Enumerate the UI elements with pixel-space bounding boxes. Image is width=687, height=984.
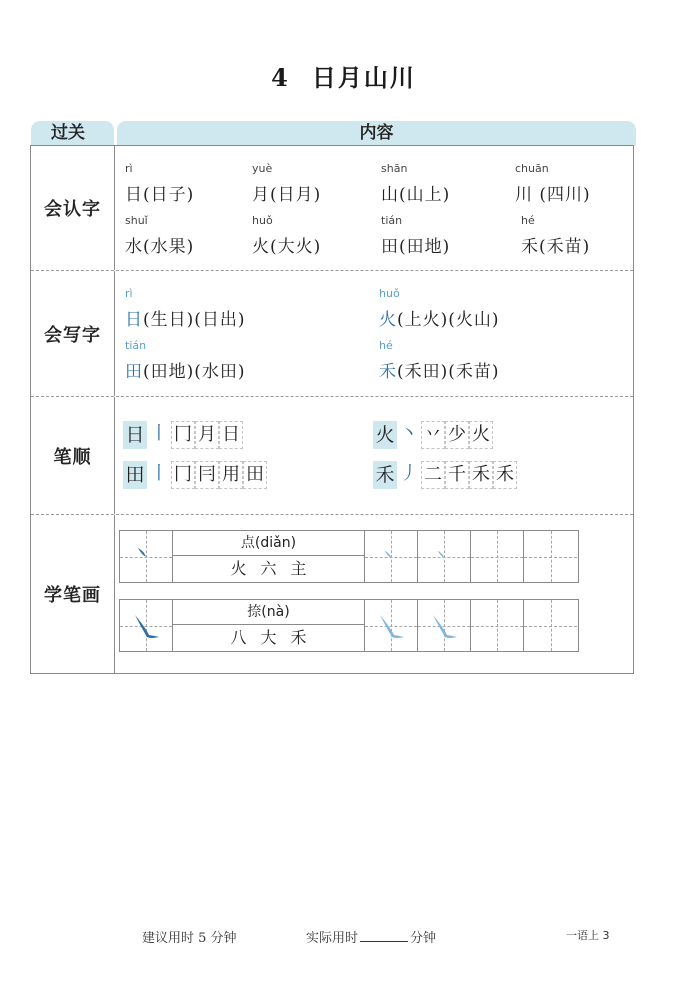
trace-cell[interactable] (365, 600, 418, 651)
stroke-step: 丷 (421, 421, 445, 449)
write-words: (禾田)(禾苗) (397, 362, 500, 382)
stroke-step: 冂 (171, 461, 195, 489)
lesson-table (30, 145, 634, 674)
suggested-time: 建议用时 5 分钟 (142, 931, 237, 946)
dot-stroke-icon (136, 546, 150, 560)
trace-cell[interactable] (365, 531, 418, 582)
stroke-order-content (115, 397, 633, 514)
stroke-order-char: 田 (123, 461, 147, 489)
pinyin: shuǐ (125, 214, 148, 227)
stroke-step: 冂 (171, 421, 195, 449)
stroke-step: 火 (469, 421, 493, 449)
stroke-step: 丿 (400, 463, 418, 484)
falling-right-trace-icon (429, 611, 459, 641)
page-number: 一语上 3 (566, 929, 610, 942)
trace-cell[interactable] (418, 600, 471, 651)
stroke-step: 丶 (400, 423, 418, 444)
row-write (31, 271, 633, 397)
stroke-step: 少 (445, 421, 469, 449)
header-pass: 过关 (31, 121, 114, 146)
recognize-content (115, 146, 633, 270)
stroke-info (173, 600, 365, 651)
write-char: 禾 (379, 362, 397, 382)
stroke-name: 捺(nà) (173, 600, 364, 625)
pinyin: tián (125, 339, 147, 352)
stroke-order-huo (373, 421, 493, 449)
stroke-step: 禾 (469, 461, 493, 489)
stroke-order-he (373, 461, 517, 489)
falling-right-trace-icon (376, 611, 406, 641)
stroke-order-ri (123, 421, 243, 449)
trace-cell[interactable] (418, 531, 471, 582)
table-header (31, 121, 636, 146)
stroke-step: 用 (219, 461, 243, 489)
row-stroke-order (31, 397, 633, 515)
stroke-order-char: 日 (123, 421, 147, 449)
write-content (115, 271, 633, 396)
falling-right-stroke-icon (131, 611, 161, 641)
pinyin: yuè (252, 162, 273, 175)
hanzi: 火(大火) (252, 237, 322, 257)
row-label: 学笔画 (31, 515, 115, 673)
pinyin: huǒ (379, 287, 400, 300)
recognize-item (252, 162, 321, 205)
stroke-step: 禾 (493, 461, 517, 489)
row-learn-strokes (31, 515, 633, 673)
stroke-order-char: 火 (373, 421, 397, 449)
stroke-step: 冃 (195, 461, 219, 489)
row-label: 笔顺 (31, 397, 115, 514)
practice-cell[interactable] (524, 531, 577, 582)
write-char: 火 (379, 310, 397, 330)
stroke-box-na (119, 599, 579, 652)
pinyin: tián (381, 214, 403, 227)
stroke-step: 田 (243, 461, 267, 489)
pinyin: hé (521, 214, 535, 227)
actual-time (306, 927, 436, 946)
recognize-item (381, 162, 450, 205)
header-content: 内容 (117, 121, 636, 146)
actual-time-unit: 分钟 (410, 931, 437, 946)
pinyin: shān (381, 162, 408, 175)
stroke-examples: 火六主 (230, 559, 321, 578)
recognize-item (125, 214, 194, 257)
strokes-content (115, 515, 633, 673)
hanzi: 日(日子) (125, 185, 195, 205)
pinyin: hé (379, 339, 393, 352)
practice-cell[interactable] (524, 600, 577, 651)
hanzi: 禾(禾苗) (521, 237, 591, 257)
write-item (379, 287, 500, 330)
write-words: (田地)(水田) (143, 362, 246, 382)
stroke-box-dian (119, 530, 579, 583)
write-words: (生日)(日出) (143, 310, 246, 330)
practice-cell[interactable] (471, 600, 524, 651)
stroke-step: 千 (445, 461, 469, 489)
hanzi: 田(田地) (381, 237, 451, 257)
stroke-order-tian (123, 461, 267, 489)
write-item (379, 339, 500, 382)
write-item (125, 287, 246, 330)
row-recognize (31, 146, 633, 271)
actual-time-label: 实际用时 (306, 931, 359, 946)
stroke-name: 点(diǎn) (173, 531, 364, 556)
recognize-item (381, 214, 450, 257)
lesson-title (0, 58, 687, 93)
hanzi: 山(山上) (381, 185, 451, 205)
write-words: (上火)(火山) (397, 310, 500, 330)
stroke-step: 丨 (150, 423, 168, 444)
stroke-info (173, 531, 365, 582)
hanzi: 川 (四川) (515, 185, 591, 205)
hanzi: 月(日月) (252, 185, 322, 205)
stroke-step: 丨 (150, 463, 168, 484)
stroke-step: 日 (219, 421, 243, 449)
stroke-step: 月 (195, 421, 219, 449)
lesson-name: 日月山川 (311, 63, 416, 92)
row-label: 会认字 (31, 146, 115, 270)
practice-cell[interactable] (471, 531, 524, 582)
hanzi: 水(水果) (125, 237, 195, 257)
recognize-item (125, 162, 194, 205)
write-char: 日 (125, 310, 143, 330)
dot-trace-icon (383, 549, 395, 561)
demo-cell (120, 600, 173, 651)
pinyin: chuān (515, 162, 549, 175)
demo-cell (120, 531, 173, 582)
stroke-order-char: 禾 (373, 461, 397, 489)
stroke-examples: 八大禾 (230, 628, 321, 647)
write-item (125, 339, 246, 382)
stroke-step: 二 (421, 461, 445, 489)
actual-time-input[interactable] (360, 930, 408, 942)
recognize-item (252, 214, 321, 257)
dot-trace-icon (436, 549, 448, 561)
pinyin: huǒ (252, 214, 273, 227)
write-char: 田 (125, 362, 143, 382)
lesson-number: 4 (271, 63, 290, 92)
pinyin: rì (125, 162, 133, 175)
row-label: 会写字 (31, 271, 115, 396)
pinyin: rì (125, 287, 133, 300)
recognize-item (515, 162, 591, 205)
recognize-item (521, 214, 590, 257)
